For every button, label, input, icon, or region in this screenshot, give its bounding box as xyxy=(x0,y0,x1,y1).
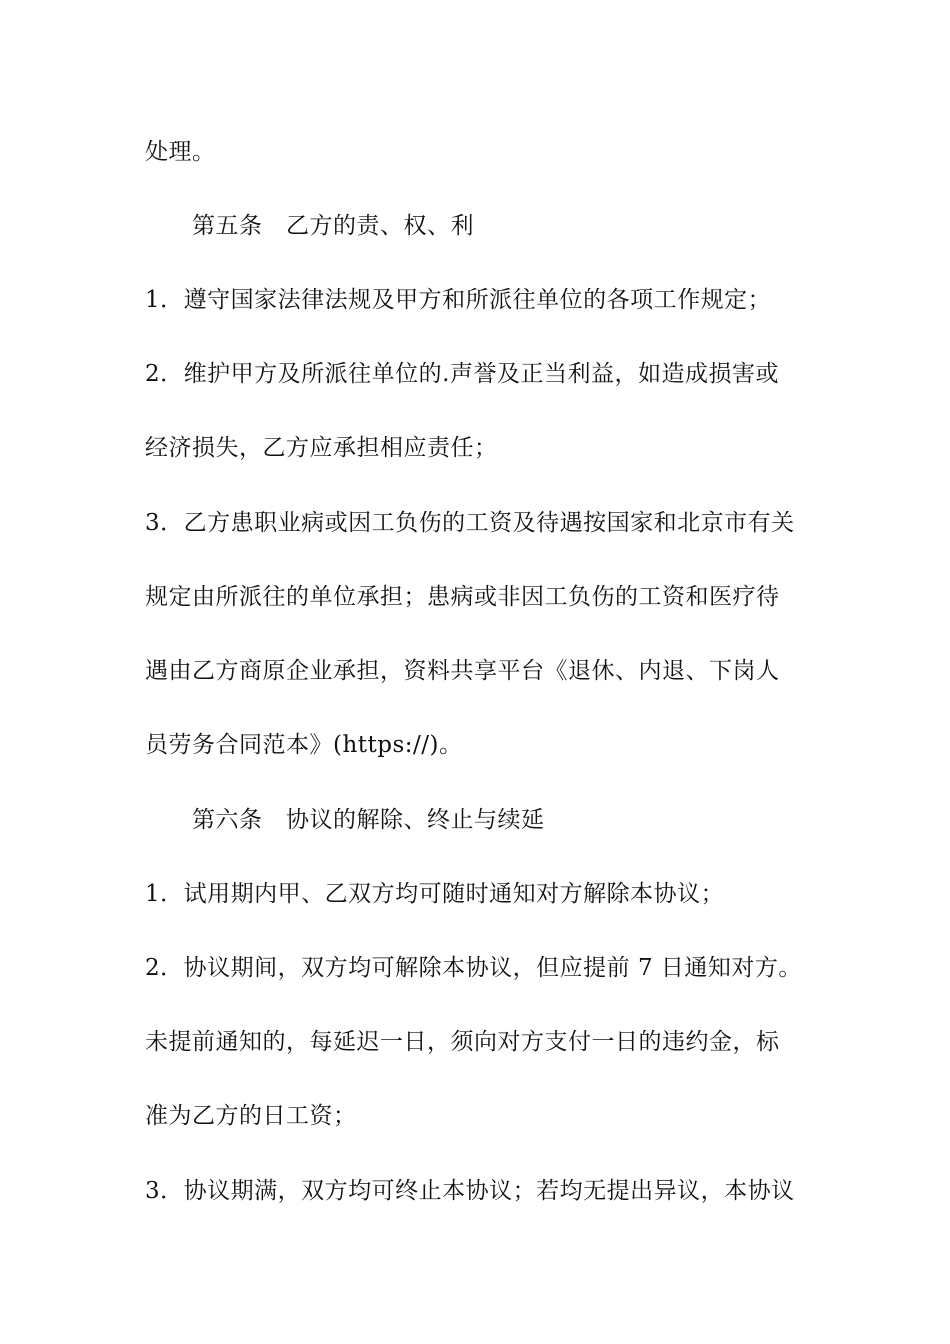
article-heading: 第五条 乙方的责、权、利 xyxy=(192,213,474,239)
text-line: 未提前通知的，每延迟一日，须向对方支付一日的违约金，标 xyxy=(145,1029,780,1055)
text-line: 规定由所派往的单位承担；患病或非因工负伤的工资和医疗待 xyxy=(145,584,780,610)
text-line: 1．试用期内甲、乙双方均可随时通知对方解除本协议； xyxy=(145,881,725,907)
text-line: 遇由乙方商原企业承担，资料共享平台《退休、内退、下岗人 xyxy=(145,658,780,684)
text-line: 经济损失，乙方应承担相应责任； xyxy=(145,435,498,461)
article-heading: 第六条 协议的解除、终止与续延 xyxy=(192,807,545,833)
text-line: 1．遵守国家法律法规及甲方和所派往单位的各项工作规定； xyxy=(145,287,772,313)
text-line: 处理。 xyxy=(145,139,216,165)
text-line: 3．协议期满，双方均可终止本协议；若均无提出异议，本协议 xyxy=(145,1178,795,1204)
text-line: 3．乙方患职业病或因工负伤的工资及待遇按国家和北京市有关 xyxy=(145,510,795,536)
text-line: 2．协议期间，双方均可解除本协议，但应提前 7 日通知对方。 xyxy=(145,955,802,981)
text-line: 2．维护甲方及所派往单位的.声誉及正当利益，如造成损害或 xyxy=(145,361,779,387)
text-line: 准为乙方的日工资； xyxy=(145,1103,357,1129)
text-line: 员劳务合同范本》(https://)。 xyxy=(145,732,463,758)
